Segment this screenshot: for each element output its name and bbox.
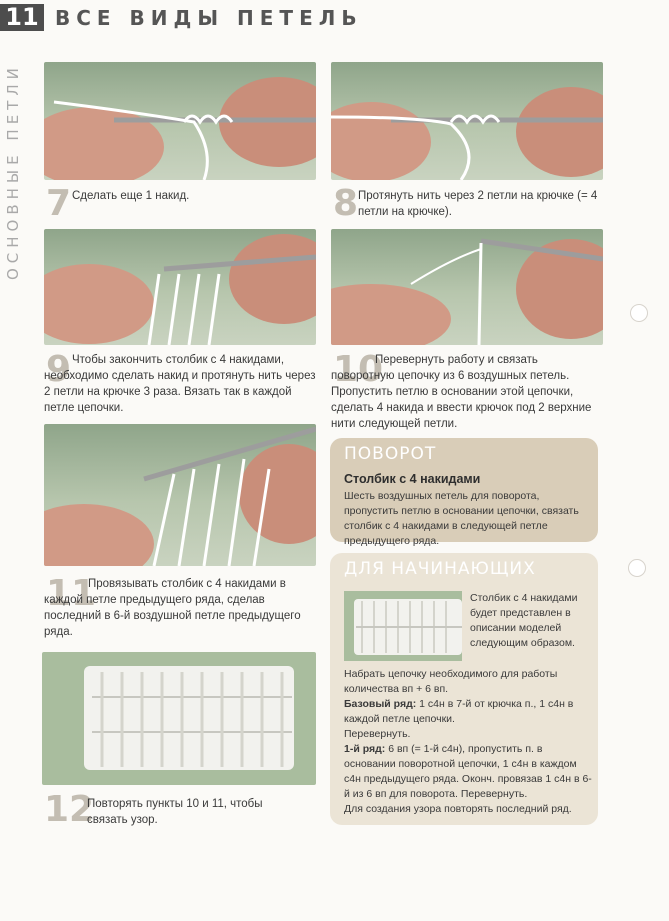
step-8-photo [331, 62, 603, 180]
step-11-photo [44, 424, 316, 566]
base-row-label: Базовый ряд: [344, 698, 417, 710]
beginner-turn: Перевернуть. [344, 728, 411, 740]
binder-hole [628, 559, 646, 577]
beginner-repeat: Для создания узора повторять последний ряд. [344, 803, 572, 815]
step-12-number: 12 [44, 789, 95, 830]
step-11-number: 11 [46, 573, 97, 614]
row-1-text: 6 вп (= 1-й с4н), пропустить п. в основании поворотной цепочки, 1 с4н в каждом с4н предыдущего ряда. Оконч. провязав 1 с4н в 6-й из 6 вп для поворота. Перевернуть. [344, 743, 592, 800]
page-title: ВСЕ ВИДЫ ПЕТЕЛЬ [55, 6, 363, 30]
step-10-photo [331, 229, 603, 345]
step-7-photo [44, 62, 316, 180]
turn-panel-title: ПОВОРОТ [344, 444, 437, 464]
step-9-text: Чтобы закончить столбик с 4 накидами, необходимо сделать накид и протянуть нить через 2 петли на крючке 3 раза. Вязать так в каждой петле цепочки. [44, 354, 316, 414]
beginner-swatch-photo [344, 591, 462, 661]
step-7-text: Сделать еще 1 накид. [72, 190, 190, 202]
beginner-row-1 [344, 742, 594, 802]
turn-panel [330, 438, 598, 547]
step-12-photo [42, 652, 316, 785]
step-10-text: Перевернуть работу и связать поворотную цепочку из 6 воздушных петель. Пропустить петлю в основании этой цепочки, сделать 4 накида и ввести крючок под 2 верхние нити следующей петли. [331, 354, 592, 430]
step-7-number: 7 [46, 183, 72, 224]
step-9-photo [44, 229, 316, 345]
crochet-swatch-illustration [42, 652, 316, 785]
beginner-base-row [344, 697, 594, 727]
beginner-instructions [344, 667, 594, 817]
step-8-number: 8 [333, 183, 359, 224]
step-8-text: Протянуть нить через 2 петли на крючке (= 4 петли на крючке). [358, 190, 598, 218]
page-number: 11 [0, 4, 44, 31]
crochet-hook-illustration [44, 62, 316, 180]
binder-hole [630, 304, 648, 322]
beginner-panel [330, 553, 598, 825]
row-1-label: 1-й ряд: [344, 743, 386, 755]
beginner-panel-title: ДЛЯ НАЧИНАЮЩИХ [344, 559, 536, 579]
turn-panel-subtitle: Столбик с 4 накидами [344, 472, 481, 486]
base-row-text: 1 с4н в 7-й от крючка п., 1 с4н в каждой петле цепочки. [344, 698, 574, 725]
step-11-text: Провязывать столбик с 4 накидами в каждой петле предыдущего ряда, сделав последний в 6-й воздушной петле предыдущего ряда. [44, 578, 301, 638]
turn-panel-text: Шесть воздушных петель для поворота, пропустить петлю в основании цепочки, связать столбик с 4 накидами в следующей петле предыдущего ряда. [344, 490, 579, 547]
section-side-label: ОСНОВНЫЕ ПЕТЛИ [4, 63, 22, 280]
step-10-number: 10 [333, 349, 384, 390]
step-9-number: 9 [46, 349, 72, 390]
beginner-intro: Столбик с 4 накидами будет представлен в описании моделей следующим образом. [470, 592, 578, 649]
beginner-line-cast-on: Набрать цепочку необходимого для работы количества вп + 6 вп. [344, 668, 558, 695]
step-12-text: Повторять пункты 10 и 11, чтобы связать узор. [87, 798, 263, 826]
